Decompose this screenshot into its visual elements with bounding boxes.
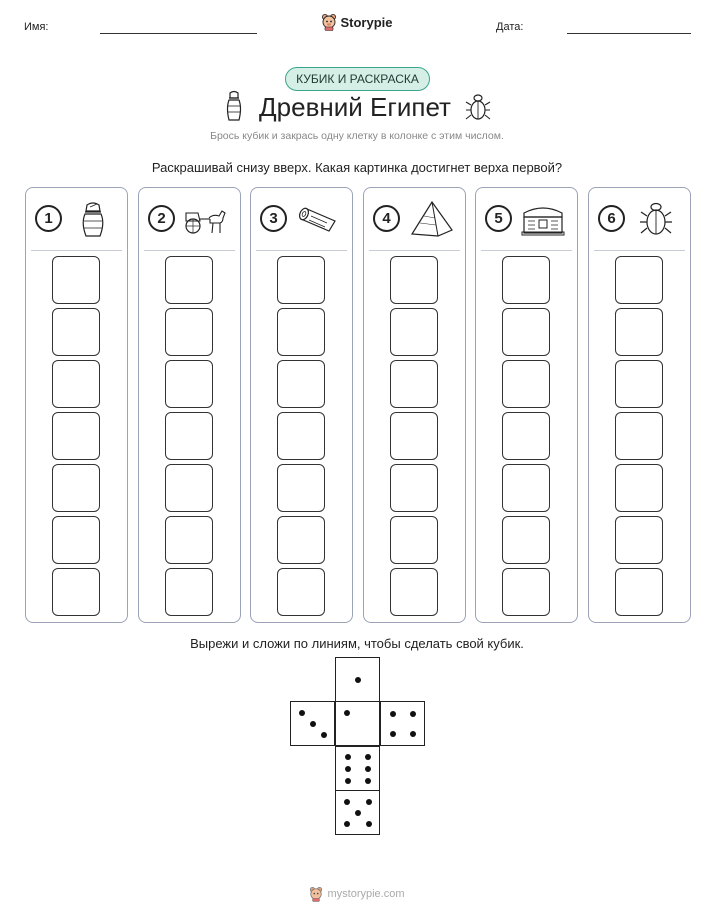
color-cell[interactable] — [502, 360, 550, 408]
color-cell[interactable] — [165, 464, 213, 512]
dice-pip — [344, 710, 350, 716]
color-cell[interactable] — [502, 308, 550, 356]
color-cell[interactable] — [615, 568, 663, 616]
column-number: 5 — [485, 205, 512, 232]
dice-pip — [365, 778, 371, 784]
color-cell[interactable] — [390, 360, 438, 408]
color-cell[interactable] — [277, 256, 325, 304]
column-number: 1 — [35, 205, 62, 232]
color-cell[interactable] — [52, 516, 100, 564]
canopic-jar-icon — [70, 201, 116, 237]
color-cell[interactable] — [502, 256, 550, 304]
dice-pip — [299, 710, 305, 716]
column-divider — [31, 250, 122, 251]
dice-pip — [366, 821, 372, 827]
dice-pip — [345, 754, 351, 760]
column-divider — [481, 250, 572, 251]
color-cell[interactable] — [502, 464, 550, 512]
footer-url: mystorypie.com — [327, 888, 405, 900]
pyramid-icon — [408, 201, 454, 237]
color-cell[interactable] — [52, 464, 100, 512]
color-cell[interactable] — [277, 516, 325, 564]
color-cell[interactable] — [390, 308, 438, 356]
color-cell[interactable] — [390, 516, 438, 564]
color-cell[interactable] — [502, 516, 550, 564]
treasure-chest-icon — [520, 201, 566, 237]
column-6 — [588, 187, 691, 623]
brand-logo — [0, 13, 714, 31]
dice-pip — [410, 711, 416, 717]
cut-instruction: Вырежи и сложи по линиям, чтобы сделать свой кубик. — [190, 636, 524, 651]
color-cell[interactable] — [165, 256, 213, 304]
dice-face-four — [380, 701, 425, 746]
date-label: Дата: — [496, 21, 524, 33]
dice-pip — [321, 732, 327, 738]
dice-pip — [390, 711, 396, 717]
column-number: 6 — [598, 205, 625, 232]
color-cell[interactable] — [615, 360, 663, 408]
dice-face-six — [335, 746, 380, 791]
color-cell[interactable] — [277, 568, 325, 616]
dice-pip — [345, 778, 351, 784]
color-cell[interactable] — [165, 568, 213, 616]
dice-face-three — [290, 701, 335, 746]
column-number: 4 — [373, 205, 400, 232]
chariot-icon — [183, 201, 229, 237]
color-cell[interactable] — [277, 360, 325, 408]
column-1 — [25, 187, 128, 623]
dice-face-five — [335, 790, 380, 835]
papyrus-scroll-icon — [295, 201, 341, 237]
dice-pip — [355, 810, 361, 816]
color-cell[interactable] — [390, 568, 438, 616]
dice-pip — [345, 766, 351, 772]
dice-pip — [344, 799, 350, 805]
storypie-mascot-icon — [321, 13, 337, 31]
brand-name: Storypie — [340, 14, 393, 30]
color-cell[interactable] — [615, 412, 663, 460]
color-cell[interactable] — [165, 360, 213, 408]
column-number: 3 — [260, 205, 287, 232]
column-3 — [250, 187, 353, 623]
color-cell[interactable] — [52, 256, 100, 304]
color-cell[interactable] — [52, 568, 100, 616]
footer — [0, 886, 714, 902]
subtitle: Брось кубик и закрась одну клетку в колонке с этим числом. — [210, 130, 504, 142]
game-instruction: Раскрашивай снизу вверх. Какая картинка достигнет верха первой? — [151, 160, 563, 175]
dice-pip — [410, 731, 416, 737]
color-cell[interactable] — [615, 516, 663, 564]
dice-face-one — [335, 657, 380, 702]
column-divider — [144, 250, 235, 251]
date-line[interactable] — [567, 33, 691, 34]
scarab-icon — [465, 92, 491, 122]
column-divider — [594, 250, 685, 251]
page-title: Древний Египет — [259, 91, 451, 122]
color-cell[interactable] — [165, 516, 213, 564]
color-cell[interactable] — [277, 464, 325, 512]
dice-pip — [366, 799, 372, 805]
color-cell[interactable] — [165, 308, 213, 356]
name-label: Имя: — [24, 21, 49, 33]
column-4 — [363, 187, 466, 623]
dice-pip — [344, 821, 350, 827]
name-line[interactable] — [100, 33, 257, 34]
category-badge: КУБИК И РАСКРАСКА — [285, 67, 430, 91]
column-5 — [475, 187, 578, 623]
dice-face-center — [335, 701, 380, 746]
color-cell[interactable] — [390, 464, 438, 512]
dice-pip — [365, 754, 371, 760]
dice-pip — [390, 731, 396, 737]
color-cell[interactable] — [277, 308, 325, 356]
color-cell[interactable] — [52, 308, 100, 356]
color-cell[interactable] — [52, 360, 100, 408]
color-cell[interactable] — [502, 412, 550, 460]
color-cell[interactable] — [615, 464, 663, 512]
color-cell[interactable] — [277, 412, 325, 460]
column-divider — [369, 250, 460, 251]
dice-pip — [355, 677, 361, 683]
scarab-icon — [633, 201, 679, 237]
color-cell[interactable] — [615, 256, 663, 304]
dice-pip — [365, 766, 371, 772]
color-cell[interactable] — [52, 412, 100, 460]
color-cell[interactable] — [165, 412, 213, 460]
column-number: 2 — [148, 205, 175, 232]
color-cell[interactable] — [502, 568, 550, 616]
column-2 — [138, 187, 241, 623]
color-cell[interactable] — [390, 412, 438, 460]
color-cell[interactable] — [615, 308, 663, 356]
canopic-jar-icon — [223, 90, 245, 124]
dice-pip — [310, 721, 316, 727]
storypie-mascot-icon — [309, 886, 323, 902]
color-cell[interactable] — [390, 256, 438, 304]
column-divider — [256, 250, 347, 251]
